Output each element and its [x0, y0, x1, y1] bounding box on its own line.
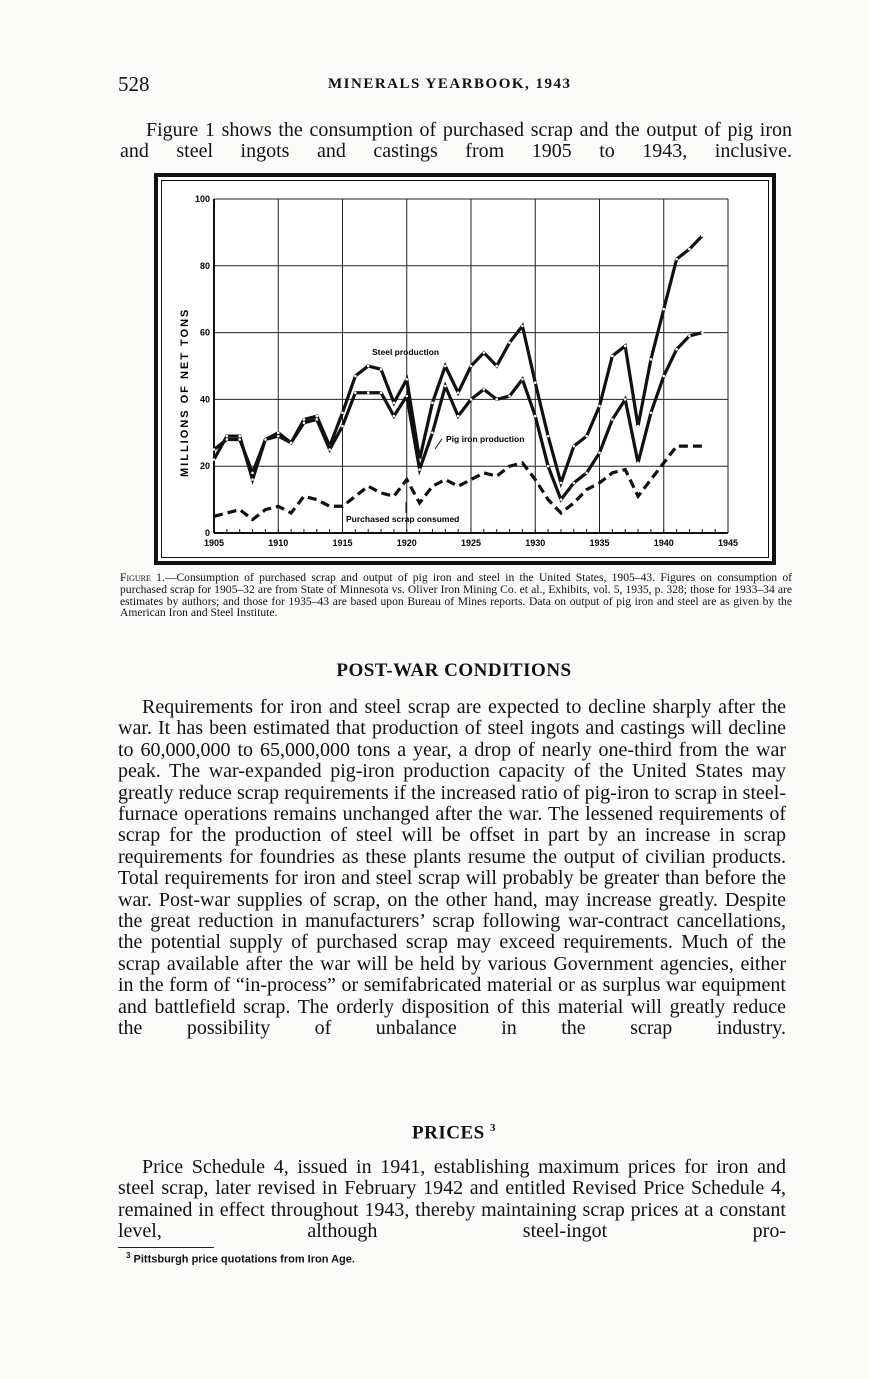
series-lines — [213, 234, 704, 519]
steel-line-point-1913 — [316, 415, 319, 418]
y-tick-label-0: 0 — [204, 528, 210, 538]
y-tick-label-60: 60 — [199, 327, 210, 338]
pig-iron-line-point-1925 — [470, 398, 473, 401]
pig-iron-line-point-1942 — [688, 335, 691, 338]
pig-iron-line-point-1909 — [264, 438, 267, 441]
pig-iron-line-point-1922 — [431, 432, 434, 435]
pig-iron-line-point-1921 — [418, 468, 421, 471]
steel-line-point-1941 — [675, 258, 678, 261]
y-tick-label-20: 20 — [199, 461, 210, 472]
prices-section — [118, 1157, 786, 1243]
steel-line-point-1933 — [573, 445, 576, 448]
steel-line-point-1924 — [457, 391, 460, 394]
footnote-text: Pittsburgh price quotations from Iron Age. — [133, 1253, 355, 1266]
steel-line-point-1938 — [637, 425, 640, 428]
pig-iron-line-point-1940 — [662, 375, 665, 378]
pig-iron-line-point-1915 — [341, 425, 344, 428]
steel-line-point-1934 — [585, 435, 588, 438]
steel-line-point-1908 — [251, 478, 254, 481]
chart-svg — [158, 177, 772, 561]
pig-iron-line-point-1935 — [598, 452, 601, 455]
steel-line-point-1922 — [431, 401, 434, 404]
steel-line-point-1931 — [547, 435, 550, 438]
x-tick-label-1945: 1945 — [717, 538, 739, 548]
pig-iron-line-point-1908 — [251, 472, 254, 475]
y-tick-label-80: 80 — [199, 260, 210, 271]
figure-1 — [154, 173, 776, 565]
steel-line-point-1927 — [495, 365, 498, 368]
pig-iron-line-point-1926 — [483, 388, 486, 391]
footnote-rule — [118, 1247, 214, 1248]
steel-line-point-1928 — [508, 341, 511, 344]
annotation-pig-iron: Pig iron production — [446, 434, 525, 444]
page-number: 528 — [118, 72, 150, 96]
pig-iron-line-point-1932 — [560, 498, 563, 501]
steel-line-point-1936 — [611, 355, 614, 358]
steel-line-point-1932 — [560, 482, 563, 485]
pig-iron-line-point-1912 — [303, 421, 306, 424]
steel-line-point-1916 — [354, 375, 357, 378]
y-axis-label: MILLIONS OF NET TONS — [179, 307, 191, 477]
section-heading-prices — [118, 1122, 790, 1144]
postwar-paragraph: Requirements for iron and steel scrap are expected to decline sharply after the war. It has been estimated that production of steel ingots and castings will decline to 60,000,000 to 65,000,000 tons a year, a drop of nearly one-third from the war peak. The war-expanded pig-iron production capacity of the United States may greatly reduce scrap requirements if the increased ratio of pig-iron to scrap in steel-furnace operations remains unchanged after the war. The lessened requirements of scrap for the production of steel will be offset in part by an increase in scrap requirements for foundries as these plants resume the output of civilian products. Total requirements for iron and steel scrap will probably be greater than before the war. Post-war supplies of scrap, on the other hand, may increase greatly. Despite the great reduction in manufacturers’ scrap following war-contract cancellations, the potential supply of purchased scrap may exceed requirements. Much of the scrap available after the war will be held by various Government agencies, either in the form of “in-process” or semifabricated material or as surplus war equipment and battlefield scrap. The orderly disposition of this material will greatly reduce the possibility of unbalance in the scrap industry. — [118, 696, 786, 1040]
steel-line-point-1906 — [226, 435, 229, 438]
y-tick-label-100: 100 — [194, 194, 210, 204]
pig-iron-line-point-1936 — [611, 418, 614, 421]
steel-line-point-1935 — [598, 405, 601, 408]
steel-line-point-1942 — [688, 248, 691, 251]
pig-iron-line-point-1927 — [495, 398, 498, 401]
caption-lead: Figure 1. — [120, 571, 165, 584]
pig-iron-line-point-1939 — [650, 411, 653, 414]
pig-iron-line-point-1913 — [316, 418, 319, 421]
intro-paragraph — [120, 120, 792, 163]
steel-line-point-1923 — [444, 365, 447, 368]
x-tick-label-1925: 1925 — [460, 538, 482, 548]
pig-iron-line-point-1906 — [226, 438, 229, 441]
pig-iron-line-point-1905 — [213, 448, 216, 451]
steel-line-point-1920 — [405, 378, 408, 381]
steel-line-point-1930 — [534, 381, 537, 384]
x-tick-label-1920: 1920 — [396, 538, 417, 548]
pig-iron-line-point-1943 — [701, 331, 704, 334]
annotation-steel: Steel production — [372, 347, 440, 357]
steel-line-point-1905 — [213, 458, 216, 461]
steel-line-point-1929 — [521, 325, 524, 328]
section-heading-postwar: POST-WAR CONDITIONS — [336, 660, 572, 681]
pig-iron-line-point-1919 — [393, 415, 396, 418]
steel-line-point-1943 — [701, 234, 704, 237]
y-tick-label-40: 40 — [199, 394, 210, 405]
pig-iron-line-point-1918 — [380, 391, 383, 394]
steel-line-point-1939 — [650, 358, 653, 361]
steel-line-point-1912 — [303, 418, 306, 421]
tick-labels — [195, 194, 738, 548]
steel-line-point-1925 — [470, 365, 473, 368]
x-tick-label-1915: 1915 — [332, 538, 353, 548]
pig-iron-line-point-1934 — [585, 472, 588, 475]
figure-caption — [120, 572, 792, 619]
x-tick-label-1930: 1930 — [525, 538, 546, 548]
x-tick-label-1910: 1910 — [268, 538, 289, 548]
pig-iron-line-point-1914 — [328, 448, 331, 451]
x-tick-label-1905: 1905 — [203, 538, 225, 548]
pig-iron-line-point-1933 — [573, 482, 576, 485]
prices-heading-text: PRICES — [412, 1122, 485, 1144]
pig-iron-line-point-1923 — [444, 385, 447, 388]
x-tick-label-1940: 1940 — [653, 538, 674, 548]
caption-text: —Consumption of purchased scrap and output of pig iron and steel in the United States, 1905–43. Figures on consumption of purchased scrap for 1905–32 are from State of Minnesota vs. Oliver Iron Mining Co. et al., Exhibits, vol. 5, 1935, p. 328; those for 1933–34 are estimates by authors; and those for 1935–43 are based upon Bureau of Mines reports. Data on output of pig iron and steel are as given by the American Iron and Steel Institute. — [120, 571, 793, 620]
pig-iron-line-point-1938 — [637, 462, 640, 465]
pig-iron-line-point-1917 — [367, 391, 370, 394]
x-tick-label-1935: 1935 — [589, 538, 610, 548]
pig-iron-line-point-1924 — [457, 415, 460, 418]
footnote-marker: 3 — [126, 1251, 131, 1260]
annotation-scrap: Purchased scrap consumed — [346, 514, 460, 524]
prices-paragraph: Price Schedule 4, issued in 1941, establishing maximum prices for iron and steel scrap, later revised in February 1942 and entitled Revised Price Schedule 4, remained in effect throughout 1943, thereby maintaining scrap prices at a constant level, although steel-ingot pro- — [118, 1156, 786, 1243]
pig-iron-line-point-1916 — [354, 391, 357, 394]
prices-footnote-ref[interactable]: 3 — [489, 1122, 496, 1134]
steel-line-point-1917 — [367, 365, 370, 368]
steel-line-point-1926 — [483, 351, 486, 354]
steel-line-point-1937 — [624, 345, 627, 348]
pig-iron-line-point-1911 — [290, 442, 293, 445]
steel-line-point-1907 — [238, 435, 241, 438]
steel-line — [214, 236, 702, 483]
annotation-pig-iron-pointer — [435, 439, 442, 449]
postwar-section — [118, 697, 786, 1040]
footnote — [126, 1251, 355, 1266]
pig-iron-line-point-1928 — [508, 395, 511, 398]
steel-line-point-1915 — [341, 411, 344, 414]
pig-iron-line-point-1937 — [624, 398, 627, 401]
steel-line-point-1918 — [380, 368, 383, 371]
pig-iron-line-point-1930 — [534, 415, 537, 418]
page-header — [118, 72, 798, 102]
steel-line-point-1919 — [393, 401, 396, 404]
running-head: MINERALS YEARBOOK, 1943 — [328, 76, 572, 92]
pig-iron-line-point-1941 — [675, 348, 678, 351]
pig-iron-line-point-1931 — [547, 465, 550, 468]
pig-iron-line-point-1929 — [521, 378, 524, 381]
scrap-line — [214, 446, 702, 519]
intro-text: Figure 1 shows the consumption of purchased scrap and the output of pig iron and steel ingots and castings from 1905 to 1943, inclusive. — [120, 119, 792, 163]
pig-iron-line-point-1907 — [238, 438, 241, 441]
pig-iron-line-point-1910 — [277, 432, 280, 435]
pig-iron-line-point-1920 — [405, 395, 408, 398]
steel-line-point-1940 — [662, 308, 665, 311]
